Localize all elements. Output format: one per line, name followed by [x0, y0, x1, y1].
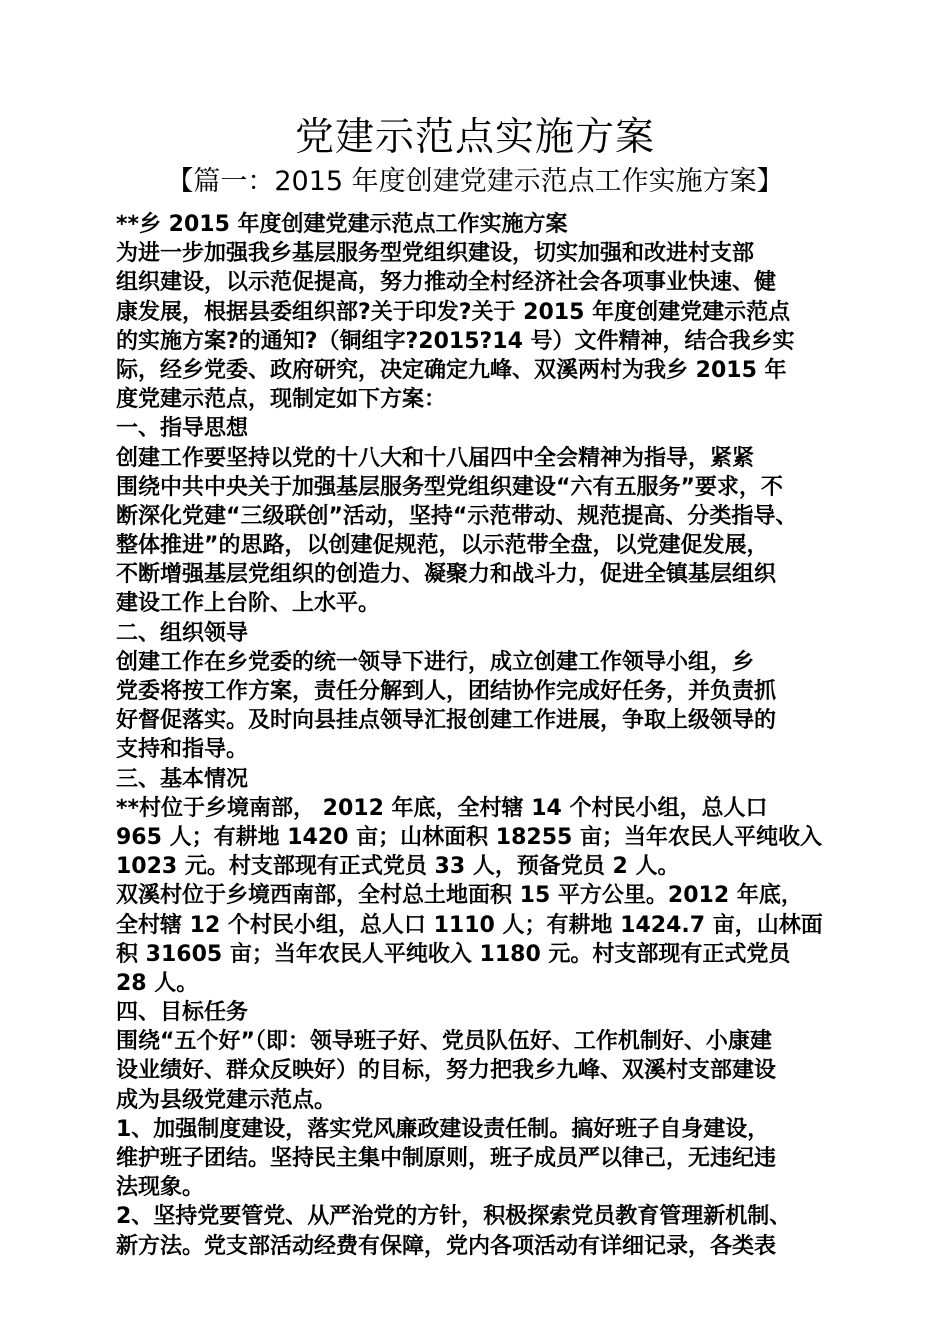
body-line: 创建工作在乡党委的统一领导下进行，成立创建工作领导小组，乡 [116, 649, 755, 675]
body-line: 党委将按工作方案，责任分解到人，团结协作完成好任务，并负责抓 [116, 679, 777, 704]
body-line: **村位于乡境南部， 2012 年底，全村辖 14 个村民小组，总人口 [116, 795, 768, 821]
body-line: 法现象。 [116, 1175, 205, 1201]
body-line: 全村辖 12 个村民小组，总人口 1110 人；有耕地 1424.7 亩，山林面 [116, 912, 823, 938]
document-title: 党建示范点实施方案 [294, 115, 655, 160]
document-subtitle: 【篇一：2015 年度创建党建示范点工作实施方案】 [166, 166, 784, 197]
body-line: 1023 元。村支部现有正式党员 33 人，预备党员 2 人。 [116, 854, 680, 880]
body-line: 断深化党建“三级联创”活动，坚持“示范带动、规范提高、分类指导、 [116, 503, 798, 529]
body-line: 支持和指导。 [116, 737, 249, 763]
body-line: 围绕中共中央关于加强基层服务型党组织建设“六有五服务”要求，不 [116, 474, 783, 500]
section-heading-leadership: 二、组织领导 [116, 620, 249, 646]
section-heading-basic-situation: 三、基本情况 [116, 766, 249, 792]
body-line: 度党建示范点，现制定如下方案： [116, 387, 447, 413]
body-line: 际，经乡党委、政府研究，决定确定九峰、双溪两村为我乡 2015 年 [116, 357, 787, 383]
document-body [116, 210, 846, 1261]
body-line: 好督促落实。及时向县挂点领导汇报创建工作进展，争取上级领导的 [116, 708, 777, 734]
body-line: 建设工作上台阶、上水平。 [116, 591, 381, 617]
body-line: 积 31605 亩；当年农民人平纯收入 1180 元。村支部现有正式党员 [116, 941, 791, 967]
body-line: 不断增强基层党组织的创造力、凝聚力和战斗力，促进全镇基层组织 [116, 562, 777, 588]
body-line: 的实施方案?的通知?（铜组字?2015?14 号）文件精神，结合我乡实 [116, 328, 795, 354]
body-line: 2、坚持党要管党、从严治党的方针，积极探索党员教育管理新机制、 [116, 1204, 792, 1230]
body-line: 1、加强制度建设，落实党风廉政建设责任制。搞好班子自身建设， [116, 1116, 770, 1142]
body-line: 维护班子团结。坚持民主集中制原则，班子成员严以律己，无违纪违 [116, 1146, 777, 1171]
section-heading-goals: 四、目标任务 [116, 1000, 249, 1026]
body-line: 康发展，根据县委组织部?关于印发?关于 2015 年度创建党建示范点 [116, 299, 791, 325]
body-line: 为进一步加强我乡基层服务型党组织建设，切实加强和改进村支部 [116, 241, 755, 267]
body-line: 创建工作要坚持以党的十八大和十八届四中全会精神为指导，紧紧 [116, 445, 755, 471]
body-line: 设业绩好、群众反映好）的目标，努力把我乡九峰、双溪村支部建设 [116, 1058, 777, 1084]
body-line: 成为县级党建示范点。 [116, 1087, 337, 1113]
body-line: 组织建设，以示范促提高，努力推动全村经济社会各项事业快速、健 [116, 270, 777, 296]
body-line: 965 人；有耕地 1420 亩；山林面积 18255 亩；当年农民人平纯收入 [116, 824, 822, 850]
plan-heading: **乡 2015 年度创建党建示范点工作实施方案 [116, 212, 568, 237]
body-line: 围绕“五个好”（即：领导班子好、党员队伍好、工作机制好、小康建 [116, 1029, 772, 1055]
body-line: 双溪村位于乡境西南部，全村总土地面积 15 平方公里。2012 年底， [116, 883, 803, 909]
section-heading-guiding-ideology: 一、指导思想 [116, 416, 249, 442]
body-line: 新方法。党支部活动经费有保障，党内各项活动有详细记录，各类表 [116, 1233, 777, 1259]
body-line: 28 人。 [116, 970, 199, 996]
body-line: 整体推进”的思路，以创建促规范，以示范带全盘，以党建促发展， [116, 533, 769, 559]
